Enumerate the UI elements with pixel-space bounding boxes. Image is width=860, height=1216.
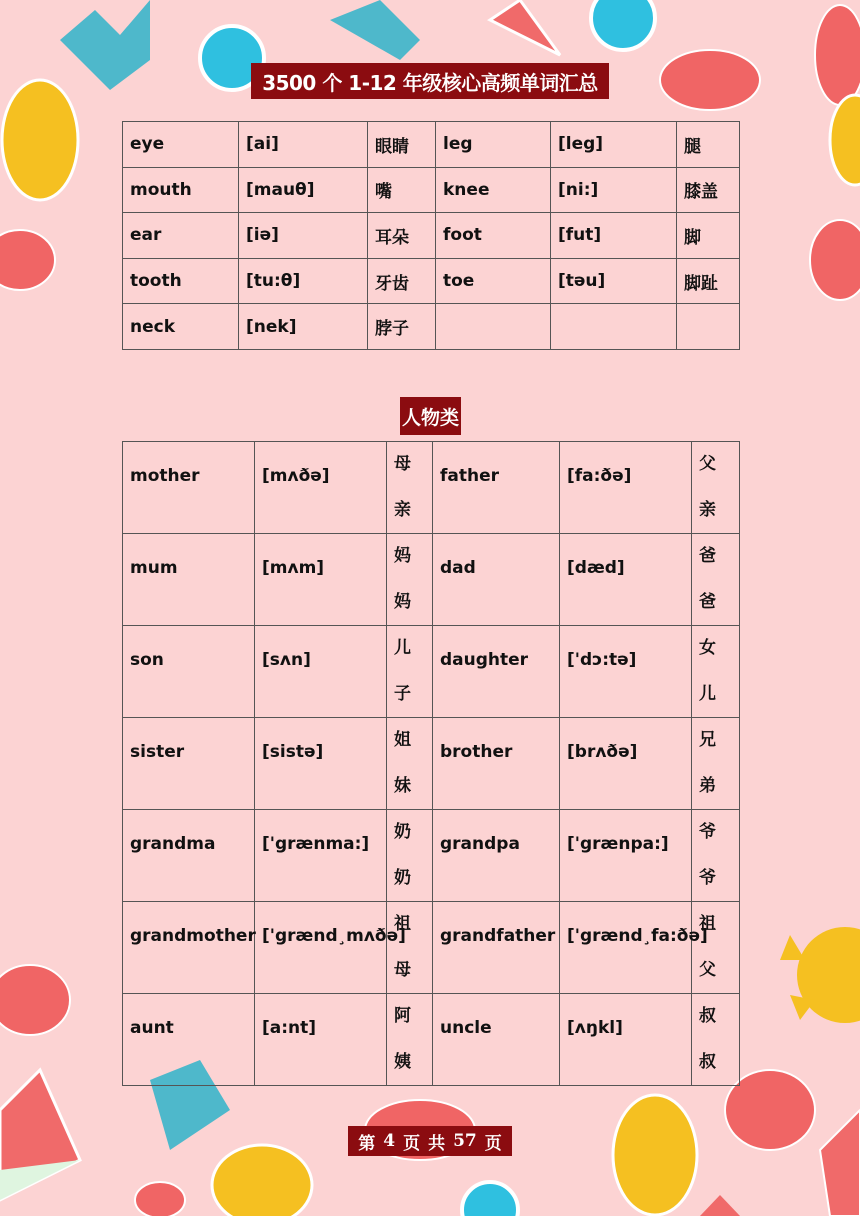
meaning-cell: [677, 304, 740, 350]
word-cell: grandmother: [123, 902, 255, 994]
table-row: [123, 718, 740, 810]
meaning-cell: 嘴: [368, 167, 436, 213]
meaning-char: 子: [394, 683, 411, 704]
meaning-cell: 眼睛: [368, 122, 436, 168]
table-row: [123, 304, 740, 350]
meaning-char: 爷: [699, 822, 716, 842]
meaning-char: 爸: [699, 546, 716, 566]
meaning-cell: [387, 442, 433, 534]
meaning-cell: [387, 902, 433, 994]
meaning-cell: 脖子: [368, 304, 436, 350]
phonetic-cell: [təu]: [551, 258, 677, 304]
table-row: [123, 810, 740, 902]
phonetic-cell: ['grænpa:]: [560, 810, 692, 902]
meaning-cell: [387, 718, 433, 810]
meaning-cell: 脚趾: [677, 258, 740, 304]
meaning-cell: [387, 626, 433, 718]
word-cell: leg: [436, 122, 551, 168]
meaning-char: 母: [394, 454, 411, 474]
word-cell: mouth: [123, 167, 239, 213]
meaning-char: 亲: [699, 499, 716, 520]
meaning-char: 祖: [699, 914, 716, 934]
meaning-cell: [692, 902, 740, 994]
meaning-char: 弟: [699, 775, 716, 796]
footer-total-label: 共: [428, 1133, 446, 1154]
word-cell: sister: [123, 718, 255, 810]
phonetic-cell: [iə]: [239, 213, 368, 259]
footer-page-number: 4: [383, 1131, 396, 1151]
phonetic-cell: [ʌŋkl]: [560, 994, 692, 1086]
meaning-cell: [387, 810, 433, 902]
sun-icon: [780, 927, 860, 1023]
word-cell: grandma: [123, 810, 255, 902]
table-row: [123, 534, 740, 626]
word-cell: daughter: [433, 626, 560, 718]
phonetic-cell: [mʌðə]: [255, 442, 387, 534]
word-cell: grandfather: [433, 902, 560, 994]
phonetic-cell: [tu:θ]: [239, 258, 368, 304]
word-cell: tooth: [123, 258, 239, 304]
meaning-cell: [692, 994, 740, 1086]
meaning-char: 母: [394, 959, 411, 980]
table-row: [123, 122, 740, 168]
meaning-char: 亲: [394, 499, 411, 520]
word-cell: neck: [123, 304, 239, 350]
meaning-char: 妈: [394, 591, 411, 612]
table-row: [123, 442, 740, 534]
meaning-char: 叔: [699, 1006, 716, 1026]
table-row: [123, 167, 740, 213]
footer-page-unit: 页: [403, 1133, 421, 1154]
meaning-char: 祖: [394, 914, 411, 934]
word-cell: mother: [123, 442, 255, 534]
lemon-icon: [830, 95, 860, 185]
word-cell: son: [123, 626, 255, 718]
phonetic-cell: ['grænma:]: [255, 810, 387, 902]
word-cell: knee: [436, 167, 551, 213]
meaning-cell: 耳朵: [368, 213, 436, 259]
word-cell: eye: [123, 122, 239, 168]
meaning-char: 奶: [394, 867, 411, 888]
phonetic-cell: [mʌm]: [255, 534, 387, 626]
meaning-char: 儿: [699, 683, 716, 704]
word-cell: ear: [123, 213, 239, 259]
meaning-char: 妈: [394, 546, 411, 566]
meaning-char: 父: [699, 959, 716, 980]
phonetic-cell: [mauθ]: [239, 167, 368, 213]
word-cell: toe: [436, 258, 551, 304]
meaning-cell: [692, 534, 740, 626]
people-table: [122, 441, 740, 1086]
meaning-cell: [692, 718, 740, 810]
meaning-char: 爸: [699, 591, 716, 612]
meaning-cell: 牙齿: [368, 258, 436, 304]
meaning-char: 兄: [699, 730, 716, 750]
footer-page-label: 第: [358, 1133, 376, 1154]
footer-total-unit: 页: [484, 1133, 502, 1154]
meaning-cell: [692, 442, 740, 534]
table-row: [123, 902, 740, 994]
phonetic-cell: [leg]: [551, 122, 677, 168]
meaning-char: 奶: [394, 822, 411, 842]
word-cell: [436, 304, 551, 350]
page-title: 3500 个 1-12 年级核心高频单词汇总: [251, 63, 609, 99]
meaning-cell: [692, 626, 740, 718]
phonetic-cell: [dæd]: [560, 534, 692, 626]
word-cell: aunt: [123, 994, 255, 1086]
meaning-cell: 脚: [677, 213, 740, 259]
footer-total-number: 57: [453, 1131, 477, 1151]
meaning-char: 女: [699, 638, 716, 658]
word-cell: foot: [436, 213, 551, 259]
word-cell: uncle: [433, 994, 560, 1086]
meaning-char: 姐: [394, 730, 411, 750]
table-row: [123, 994, 740, 1086]
phonetic-cell: [a:nt]: [255, 994, 387, 1086]
phonetic-cell: ['grænd¸mʌðə]: [255, 902, 387, 994]
phonetic-cell: [sʌn]: [255, 626, 387, 718]
phonetic-cell: [sistə]: [255, 718, 387, 810]
meaning-char: 叔: [699, 1051, 716, 1072]
meaning-char: 妹: [394, 775, 411, 796]
table-row: [123, 258, 740, 304]
phonetic-cell: [nek]: [239, 304, 368, 350]
page-footer: [348, 1126, 512, 1156]
phonetic-cell: [fut]: [551, 213, 677, 259]
phonetic-cell: ['grænd¸fa:ðə]: [560, 902, 692, 994]
phonetic-cell: [brʌðə]: [560, 718, 692, 810]
table-row: [123, 626, 740, 718]
meaning-char: 父: [699, 454, 716, 474]
word-cell: brother: [433, 718, 560, 810]
watermelon-icon: [490, 0, 560, 55]
meaning-cell: 腿: [677, 122, 740, 168]
meaning-char: 阿: [394, 1006, 411, 1026]
table-row: [123, 213, 740, 259]
phonetic-cell: [fa:ðə]: [560, 442, 692, 534]
section-title: 人物类: [400, 397, 461, 435]
meaning-cell: [387, 994, 433, 1086]
phonetic-cell: [ni:]: [551, 167, 677, 213]
word-cell: dad: [433, 534, 560, 626]
meaning-cell: [692, 810, 740, 902]
meaning-char: 儿: [394, 638, 411, 658]
word-cell: mum: [123, 534, 255, 626]
word-cell: father: [433, 442, 560, 534]
meaning-cell: 膝盖: [677, 167, 740, 213]
meaning-cell: [387, 534, 433, 626]
meaning-char: 姨: [394, 1051, 411, 1072]
phonetic-cell: [ai]: [239, 122, 368, 168]
meaning-char: 爷: [699, 867, 716, 888]
word-cell: grandpa: [433, 810, 560, 902]
body-parts-table: [122, 121, 740, 350]
phonetic-cell: [551, 304, 677, 350]
phonetic-cell: ['dɔ:tə]: [560, 626, 692, 718]
